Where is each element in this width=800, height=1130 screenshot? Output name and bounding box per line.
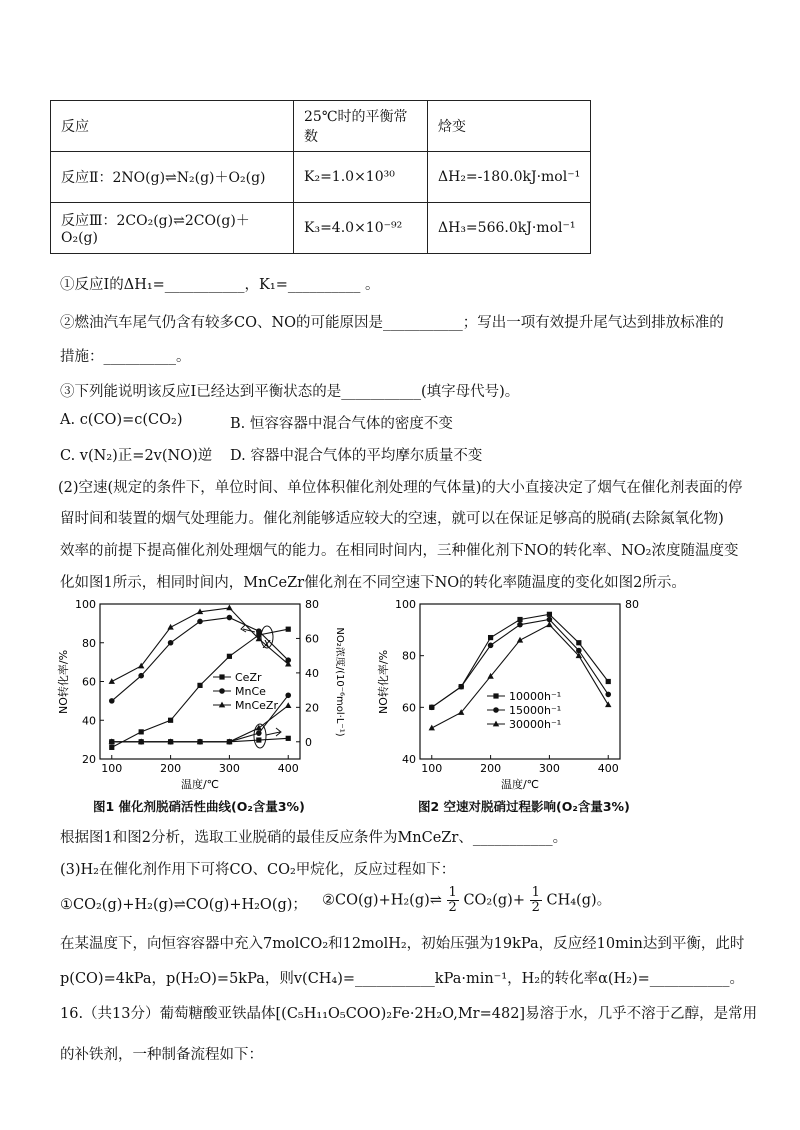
- x-tick-label: 100: [421, 762, 443, 775]
- reaction-2-part-c: CH₄(g)。: [546, 892, 612, 909]
- y2-tick-label: 20: [305, 701, 319, 715]
- y-tick-label: 20: [82, 753, 96, 766]
- reaction-table: [50, 100, 591, 254]
- option-a: A. c(CO)=c(CO₂): [60, 412, 183, 428]
- data-point: [517, 617, 522, 622]
- question-2-line-3: 效率的前提下提高催化剂处理烟气的能力。在相同时间内，三种催化剂下NO的转化率、NO₂浓度随温度变: [60, 543, 739, 559]
- legend: [487, 690, 561, 731]
- y-tick-label: 80: [82, 636, 96, 650]
- question-3-line-3: p(CO)=4kPa，p(H₂O)=5kPa，则v(CH₄)=___________kPa·min⁻¹，H₂的转化率α(H₂)=___________。: [60, 971, 745, 987]
- question-3-reaction-2: [322, 886, 611, 915]
- y-tick-label: 80: [402, 649, 416, 663]
- legend-label: MnCeZr: [235, 699, 278, 712]
- data-point: [226, 604, 232, 610]
- table-cell: 反应Ⅱ：2NO(g)⇌N₂(g)＋O₂(g): [51, 152, 294, 203]
- data-point: [517, 637, 523, 643]
- data-point: [286, 627, 291, 632]
- y-tick-label: 100: [75, 598, 96, 611]
- question-1-3: ③下列能说明该反应Ⅰ已经达到平衡状态的是___________(填字母代号)。: [60, 384, 520, 400]
- arrow-right-icon: [266, 728, 281, 736]
- y2-tick-label: 40: [305, 666, 319, 680]
- y-tick-label: 60: [82, 675, 96, 689]
- y-tick-label: 100: [395, 598, 416, 611]
- x-tick-label: 200: [480, 762, 502, 775]
- question-1-2a: ②燃油汽车尾气仍含有较多CO、NO的可能原因是___________；写出一项有效提升尾气达到排放标准的: [60, 315, 724, 331]
- question-3-line-2: 在某温度下，向恒容容器中充入7molCO₂和12molH₂，初始压强为19kPa，反应经10min达到平衡，此时: [60, 936, 745, 952]
- data-point: [458, 684, 464, 690]
- y-axis-title: NO转化率/%: [377, 649, 390, 715]
- data-point: [109, 678, 115, 684]
- table-cell: ΔH₃=566.0kJ·mol⁻¹: [428, 203, 591, 254]
- legend-marker: [493, 707, 499, 713]
- figure-1-caption: 图1 催化剂脱硝活性曲线(O₂含量3%): [93, 799, 305, 814]
- data-point: [256, 628, 262, 634]
- axis-ticks: [395, 598, 619, 775]
- y2-axis-title: NO₂浓度/(10⁻⁶mol·L⁻¹): [334, 627, 345, 737]
- question-2-line-2: 留时间和装置的烟气处理能力。催化剂能够适应较大的空速，就可以在保证足够高的脱硝(去除氮氧化物): [60, 511, 724, 527]
- y-tick-label: 40: [82, 714, 96, 728]
- figure-2-caption: 图2 空速对脱硝过程影响(O₂含量3%): [418, 799, 630, 814]
- legend-label: 30000h⁻¹: [509, 718, 562, 731]
- data-point: [576, 640, 581, 645]
- question-2-line-1: (2)空速(规定的条件下，单位时间、单位体积催化剂处理的气体量)的大小直接决定了烟气在催化剂表面的停: [58, 480, 743, 496]
- table-row: [51, 203, 591, 254]
- option-d: D. 容器中混合气体的平均摩尔质量不变: [230, 448, 483, 464]
- data-point: [517, 622, 523, 628]
- option-b: B. 恒容容器中混合气体的密度不变: [230, 416, 453, 432]
- x-axis-title: 温度/℃: [500, 778, 540, 791]
- question-1-1: ①反应Ⅰ的ΔH₁=___________，K₁=__________ 。: [60, 277, 380, 293]
- data-point: [605, 692, 611, 698]
- data-point: [227, 654, 232, 659]
- fraction-denominator: 2: [531, 900, 540, 915]
- table-header-cell: 25℃时的平衡常数: [294, 101, 428, 152]
- fraction-numerator: 1: [531, 885, 540, 900]
- y2-tick-label: 80: [305, 598, 319, 611]
- data-point: [488, 643, 494, 649]
- table-header-row: [51, 101, 591, 152]
- data-point: [429, 705, 435, 711]
- data-point: [488, 635, 493, 640]
- x-tick-label: 400: [597, 762, 619, 775]
- option-c: C. v(N₂)正=2v(NO)逆: [60, 448, 213, 464]
- data-point: [286, 736, 291, 741]
- question-3-line-1: (3)H₂在催化剂作用下可将CO、CO₂甲烷化，反应过程如下：: [60, 862, 456, 878]
- table-row: [51, 152, 591, 203]
- table-cell: K₃=4.0×10⁻⁹²: [294, 203, 428, 254]
- legend-label: MnCe: [235, 685, 266, 698]
- table-cell: ΔH₂=-180.0kJ·mol⁻¹: [428, 152, 591, 203]
- data-point: [227, 615, 233, 621]
- data-point: [285, 702, 291, 708]
- y-axis-title: NO转化率/%: [57, 649, 70, 715]
- legend: [213, 671, 278, 712]
- fraction-numerator: 1: [448, 885, 457, 900]
- table-header-cell: 反应: [51, 101, 294, 152]
- annotation-x: X: [263, 638, 271, 651]
- right-tick-label: 80: [625, 598, 639, 611]
- fraction: [447, 886, 459, 915]
- question-16-line-2: 的补铁剂，一种制备流程如下：: [60, 1047, 263, 1063]
- fraction: [530, 886, 542, 915]
- x-tick-label: 300: [218, 762, 240, 775]
- table-cell: 反应Ⅲ：2CO₂(g)⇌2CO(g)＋O₂(g): [51, 203, 294, 254]
- y-tick-label: 60: [402, 701, 416, 715]
- y2-tick-label: 60: [305, 632, 319, 646]
- y-tick-label: 40: [402, 753, 416, 766]
- fraction-denominator: 2: [448, 900, 457, 915]
- data-point: [109, 698, 115, 704]
- data-point: [285, 692, 291, 698]
- table-header-cell: 焓变: [428, 101, 591, 152]
- legend-marker: [219, 674, 224, 679]
- legend-label: CeZr: [235, 671, 262, 684]
- y2-tick-label: 0: [305, 735, 312, 749]
- x-tick-label: 400: [277, 762, 299, 775]
- data-point: [197, 619, 203, 625]
- question-1-2b: 措施：__________。: [60, 349, 191, 365]
- data-point: [256, 737, 261, 742]
- data-point: [139, 729, 144, 734]
- data-point: [429, 725, 435, 731]
- x-tick-label: 300: [538, 762, 560, 775]
- data-point: [606, 679, 611, 684]
- legend-marker: [493, 693, 498, 698]
- reaction-2-part-a: ②CO(g)+H₂(g)⇌: [322, 892, 442, 909]
- legend-label: 15000h⁻¹: [509, 704, 562, 717]
- data-point: [605, 701, 611, 707]
- data-point: [168, 640, 174, 646]
- data-point: [168, 718, 173, 723]
- question-2-line-4: 化如图1所示，相同时间内，MnCeZr催化剂在不同空速下NO的转化率随温度的变化如图2所示。: [60, 575, 686, 591]
- question-3-reaction-1: ①CO₂(g)+H₂(g)⇌CO(g)+H₂O(g)；: [60, 897, 307, 913]
- legend-label: 10000h⁻¹: [509, 690, 562, 703]
- data-point: [138, 673, 144, 679]
- x-tick-label: 100: [101, 762, 123, 775]
- data-point: [197, 683, 202, 688]
- data-point: [547, 612, 552, 617]
- reaction-2-part-b: CO₂(g)+: [463, 892, 525, 909]
- data-point: [167, 624, 173, 630]
- data-point: [256, 730, 262, 736]
- x-axis-title: 温度/℃: [180, 778, 220, 791]
- figure-1-chart: [55, 592, 345, 797]
- question-16-line-1: 16.（共13分）葡萄糖酸亚铁晶体[(C₅H₁₁O₅COO)₂Fe·2H₂O,Mr=482]易溶于水，几乎不溶于乙醇，是常用: [60, 1006, 758, 1022]
- x-tick-label: 200: [160, 762, 182, 775]
- table-cell: K₂=1.0×10³⁰: [294, 152, 428, 203]
- figure-2-chart: [375, 592, 665, 797]
- question-2-answer: 根据图1和图2分析，选取工业脱硝的最佳反应条件为MnCeZr、___________。: [60, 830, 568, 846]
- data-point: [109, 745, 114, 750]
- legend-marker: [219, 688, 225, 694]
